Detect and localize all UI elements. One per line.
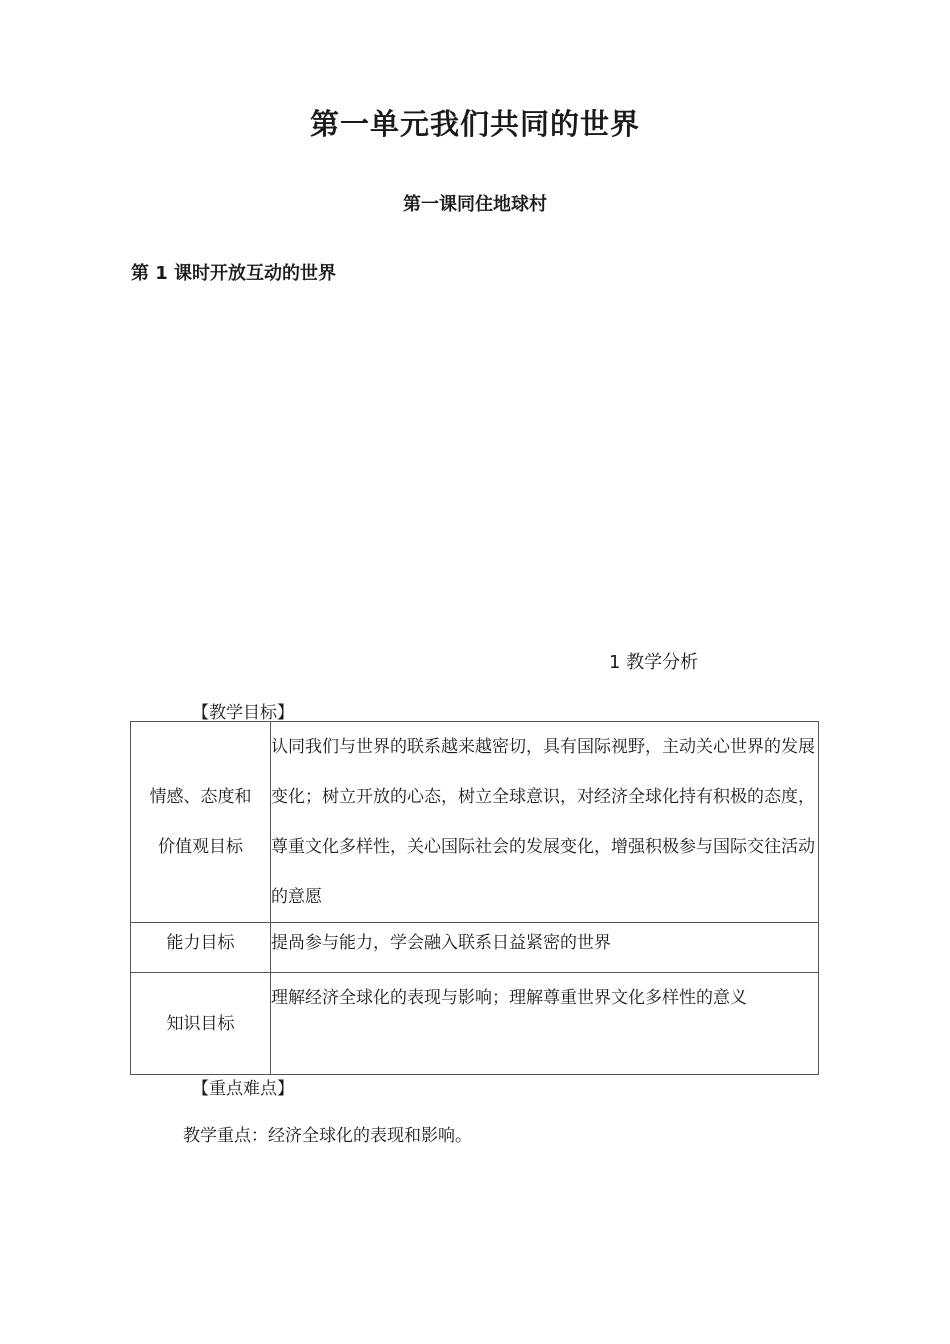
objective-category: 情感、态度和价值观目标 [131, 722, 271, 923]
objective-content: 认同我们与世界的联系越来越密切，具有国际视野，主动关心世界的发展变化；树立开放的心态，树立全球意识，对经济全球化持有积极的态度，尊重文化多样性，关心国际社会的发展变化，增强积极参与国际交往活动的意愿 [271, 722, 819, 923]
table-row [131, 923, 819, 973]
table-row [131, 722, 819, 923]
keypoint-text: 教学重点：经济全球化的表现和影响。 [183, 1126, 472, 1146]
lesson-title: 第一课同住地球村 [403, 194, 547, 215]
table-row [131, 973, 819, 1075]
objective-content: 提咼参与能力，学会融入联系日益紧密的世界 [271, 923, 819, 973]
objective-category: 能力目标 [131, 923, 271, 973]
objective-content: 理解经济全球化的表现与影响；理解尊重世界文化多样性的意义 [271, 973, 819, 1075]
objectives-label: 【教学目标】 [192, 703, 294, 723]
section-title: 1 教学分析 [609, 652, 699, 673]
objectives-table [130, 721, 819, 1075]
objective-category: 知识目标 [131, 973, 271, 1075]
period-title: 第 1 课时开放互动的世界 [131, 263, 337, 284]
keypoints-label: 【重点难点】 [192, 1079, 294, 1099]
unit-title: 第一单元我们共同的世界 [309, 107, 640, 141]
